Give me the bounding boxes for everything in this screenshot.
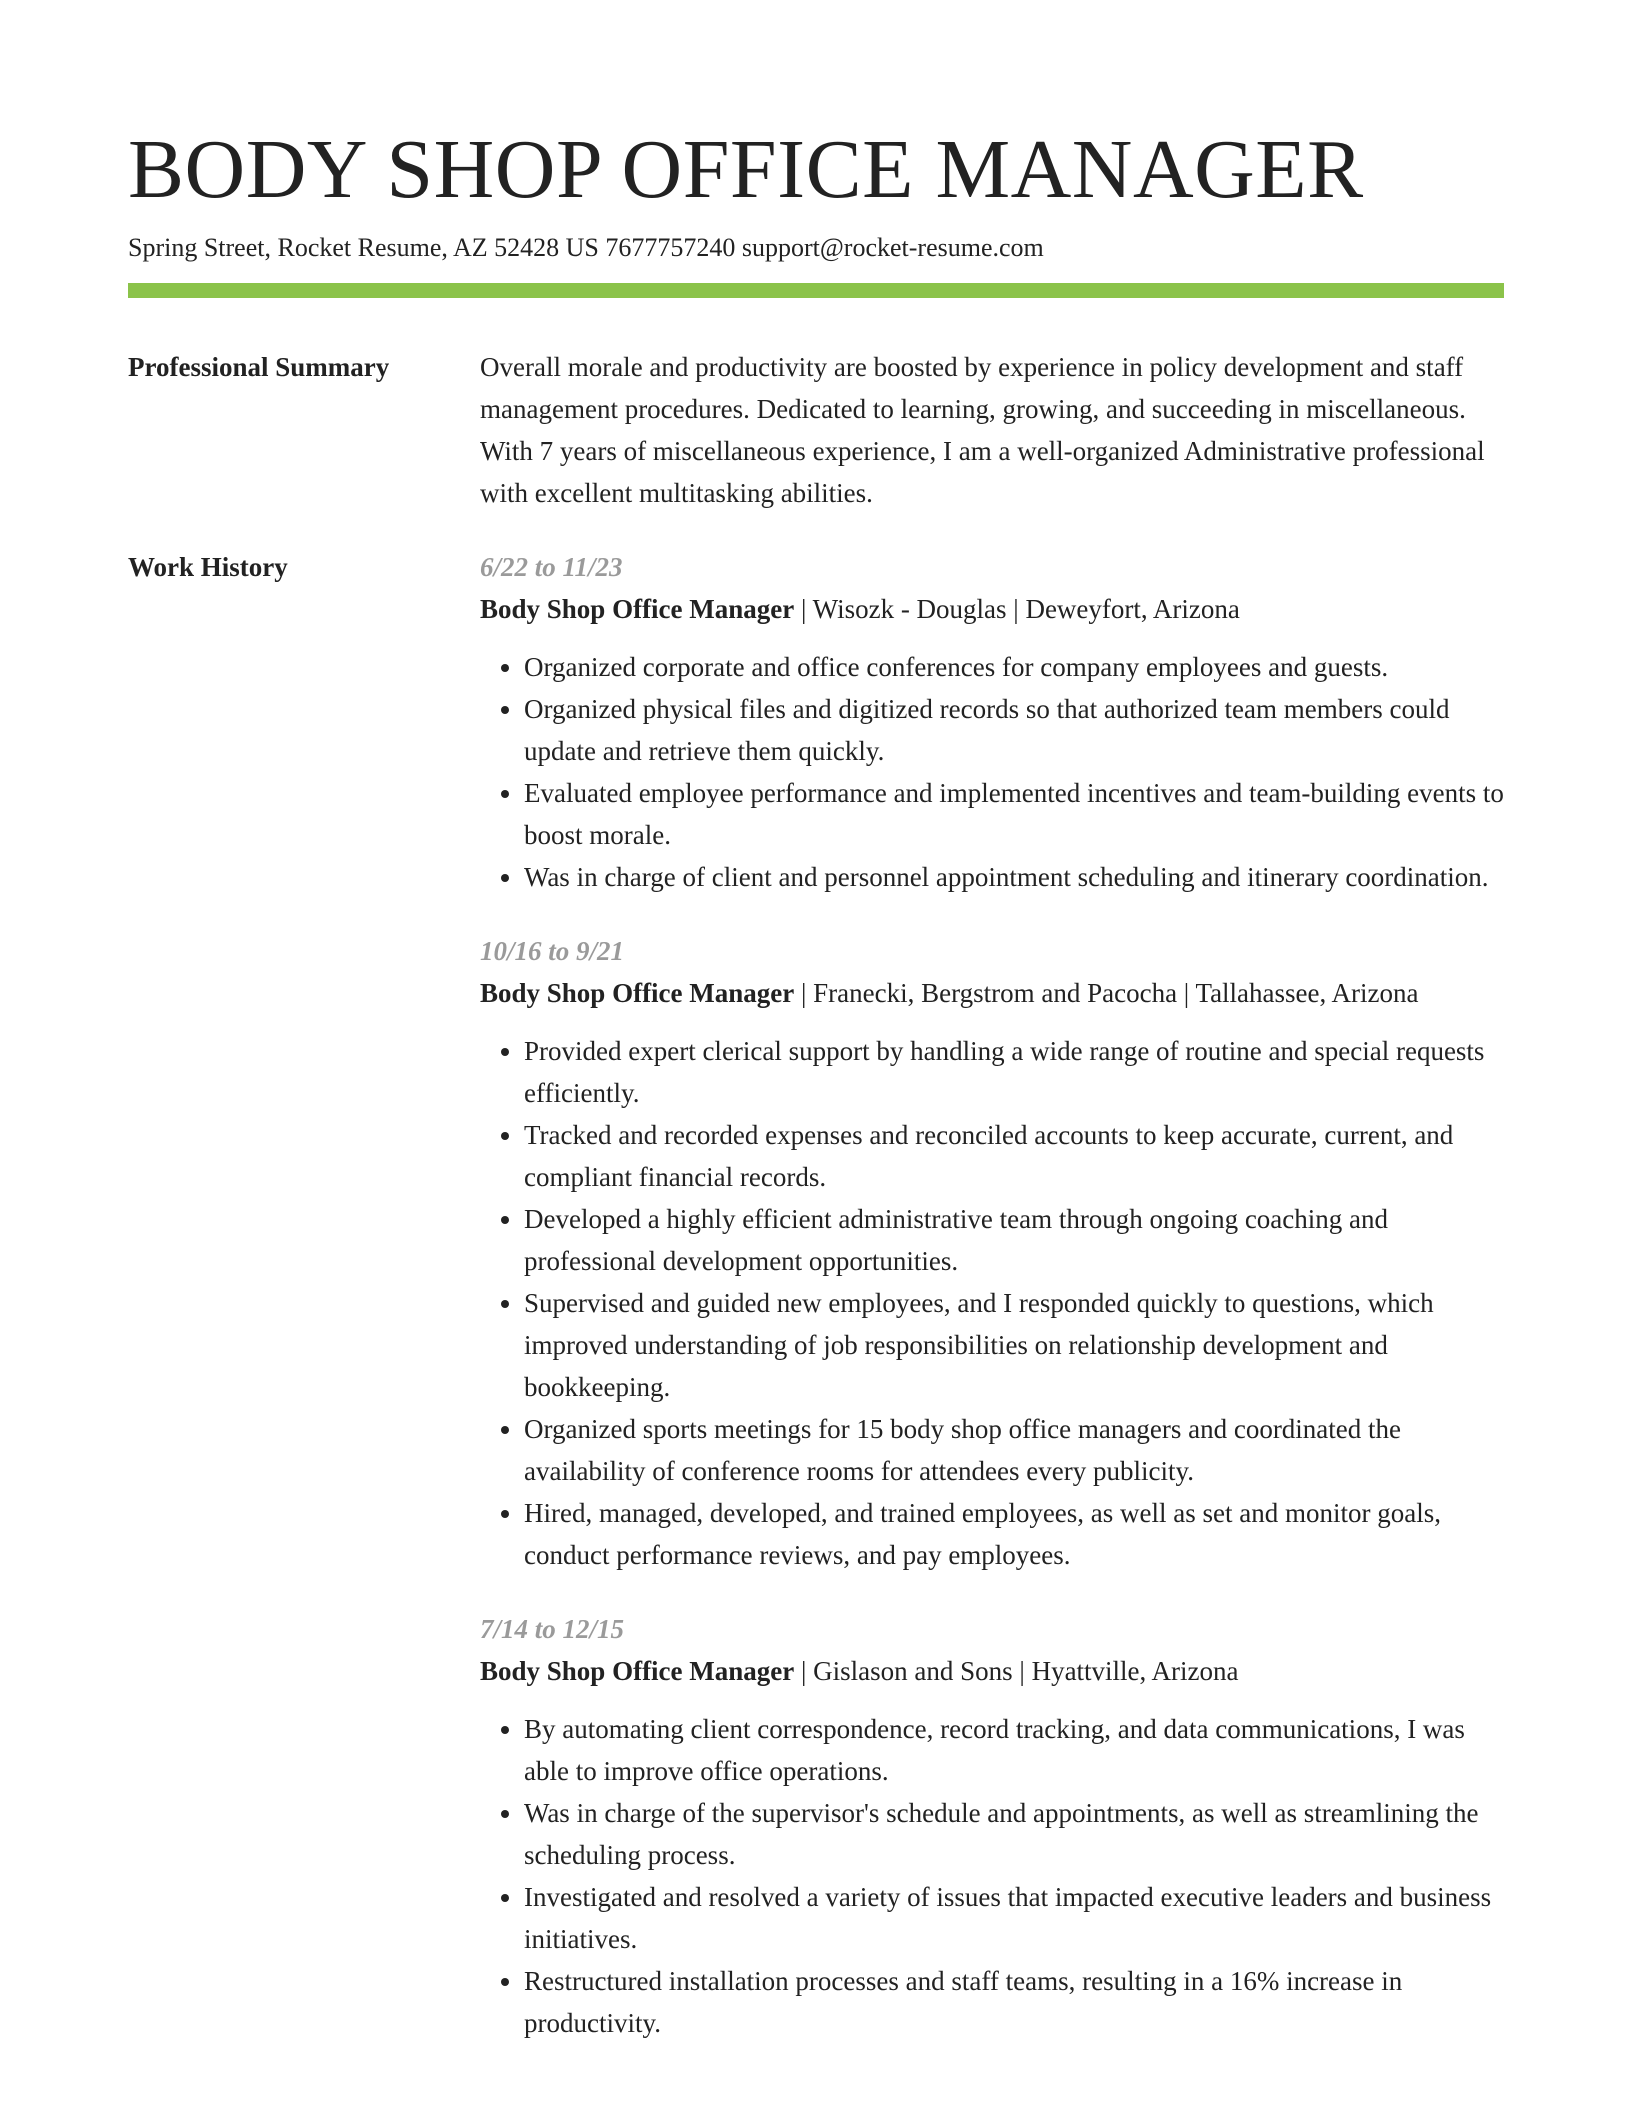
professional-summary-section	[128, 346, 1504, 514]
job-bullet: • Developed a highly efficient administrative team through ongoing coaching and professional development opportunities.	[524, 1198, 1504, 1282]
job-entry	[480, 546, 1504, 898]
job-entry	[480, 1608, 1504, 2044]
job-bullet: • Evaluated employee performance and implemented incentives and team-building events to boost morale.	[524, 772, 1504, 856]
job-bullet: • Organized corporate and office conferences for company employees and guests.	[524, 646, 1504, 688]
work-history-section	[128, 546, 1504, 2044]
resume-page	[128, 120, 1504, 2044]
job-bullet: • Was in charge of the supervisor's schedule and appointments, as well as streamlining the scheduling process.	[524, 1792, 1504, 1876]
job-role-line	[480, 1650, 1504, 1692]
section-heading-summary: Professional Summary	[128, 352, 390, 382]
job-dates: 7/14 to 12/15	[480, 1614, 625, 1644]
accent-divider	[128, 283, 1504, 298]
job-title: Body Shop Office Manager	[480, 978, 795, 1008]
job-bullet-list	[480, 1708, 1504, 2044]
job-bullet: • Organized sports meetings for 15 body shop office managers and coordinated the availability of conference rooms for attendees every publicity.	[524, 1408, 1504, 1492]
resume-name-heading: BODY SHOP OFFICE MANAGER	[128, 123, 1364, 216]
job-company-location: | Wisozk - Douglas | Deweyfort, Arizona	[794, 594, 1240, 624]
work-history-list	[480, 546, 1504, 2044]
contact-line: Spring Street, Rocket Resume, AZ 52428 US 7677757240 support@rocket-resume.com	[128, 233, 1044, 262]
job-role-line	[480, 588, 1504, 630]
job-bullet-list	[480, 646, 1504, 898]
job-bullet: • By automating client correspondence, record tracking, and data communications, I was able to improve office operations.	[524, 1708, 1504, 1792]
job-company-location: | Gislason and Sons | Hyattville, Arizona	[794, 1656, 1239, 1686]
job-dates: 6/22 to 11/23	[480, 552, 623, 582]
section-heading-work-history: Work History	[128, 552, 288, 582]
job-bullet: • Was in charge of client and personnel appointment scheduling and itinerary coordination.	[524, 856, 1504, 898]
job-bullet: • Hired, managed, developed, and trained employees, as well as set and monitor goals, conduct performance reviews, and pay employees.	[524, 1492, 1504, 1576]
job-title: Body Shop Office Manager	[480, 1656, 795, 1686]
job-company-location: | Franecki, Bergstrom and Pacocha | Tallahassee, Arizona	[794, 978, 1419, 1008]
job-bullet-list	[480, 1030, 1504, 1576]
job-bullet: • Provided expert clerical support by handling a wide range of routine and special requests efficiently.	[524, 1030, 1504, 1114]
job-dates: 10/16 to 9/21	[480, 936, 625, 966]
job-bullet: • Restructured installation processes and staff teams, resulting in a 16% increase in productivity.	[524, 1960, 1504, 2044]
job-bullet: • Supervised and guided new employees, and I responded quickly to questions, which improved understanding of job responsibilities on relationship development and bookkeeping.	[524, 1282, 1504, 1408]
job-bullet: • Tracked and recorded expenses and reconciled accounts to keep accurate, current, and compliant financial records.	[524, 1114, 1504, 1198]
job-bullet: • Investigated and resolved a variety of issues that impacted executive leaders and business initiatives.	[524, 1876, 1504, 1960]
job-bullet: • Organized physical files and digitized records so that authorized team members could update and retrieve them quickly.	[524, 688, 1504, 772]
job-title: Body Shop Office Manager	[480, 594, 795, 624]
summary-text: Overall morale and productivity are boosted by experience in policy development and staff management procedures. Dedicated to learning, growing, and succeeding in miscellaneous. With 7 years of miscellaneous experience, I am a well-organized Administrative professional with excellent multitasking abilities.	[480, 352, 1485, 508]
job-entry	[480, 930, 1504, 1576]
job-role-line	[480, 972, 1504, 1014]
